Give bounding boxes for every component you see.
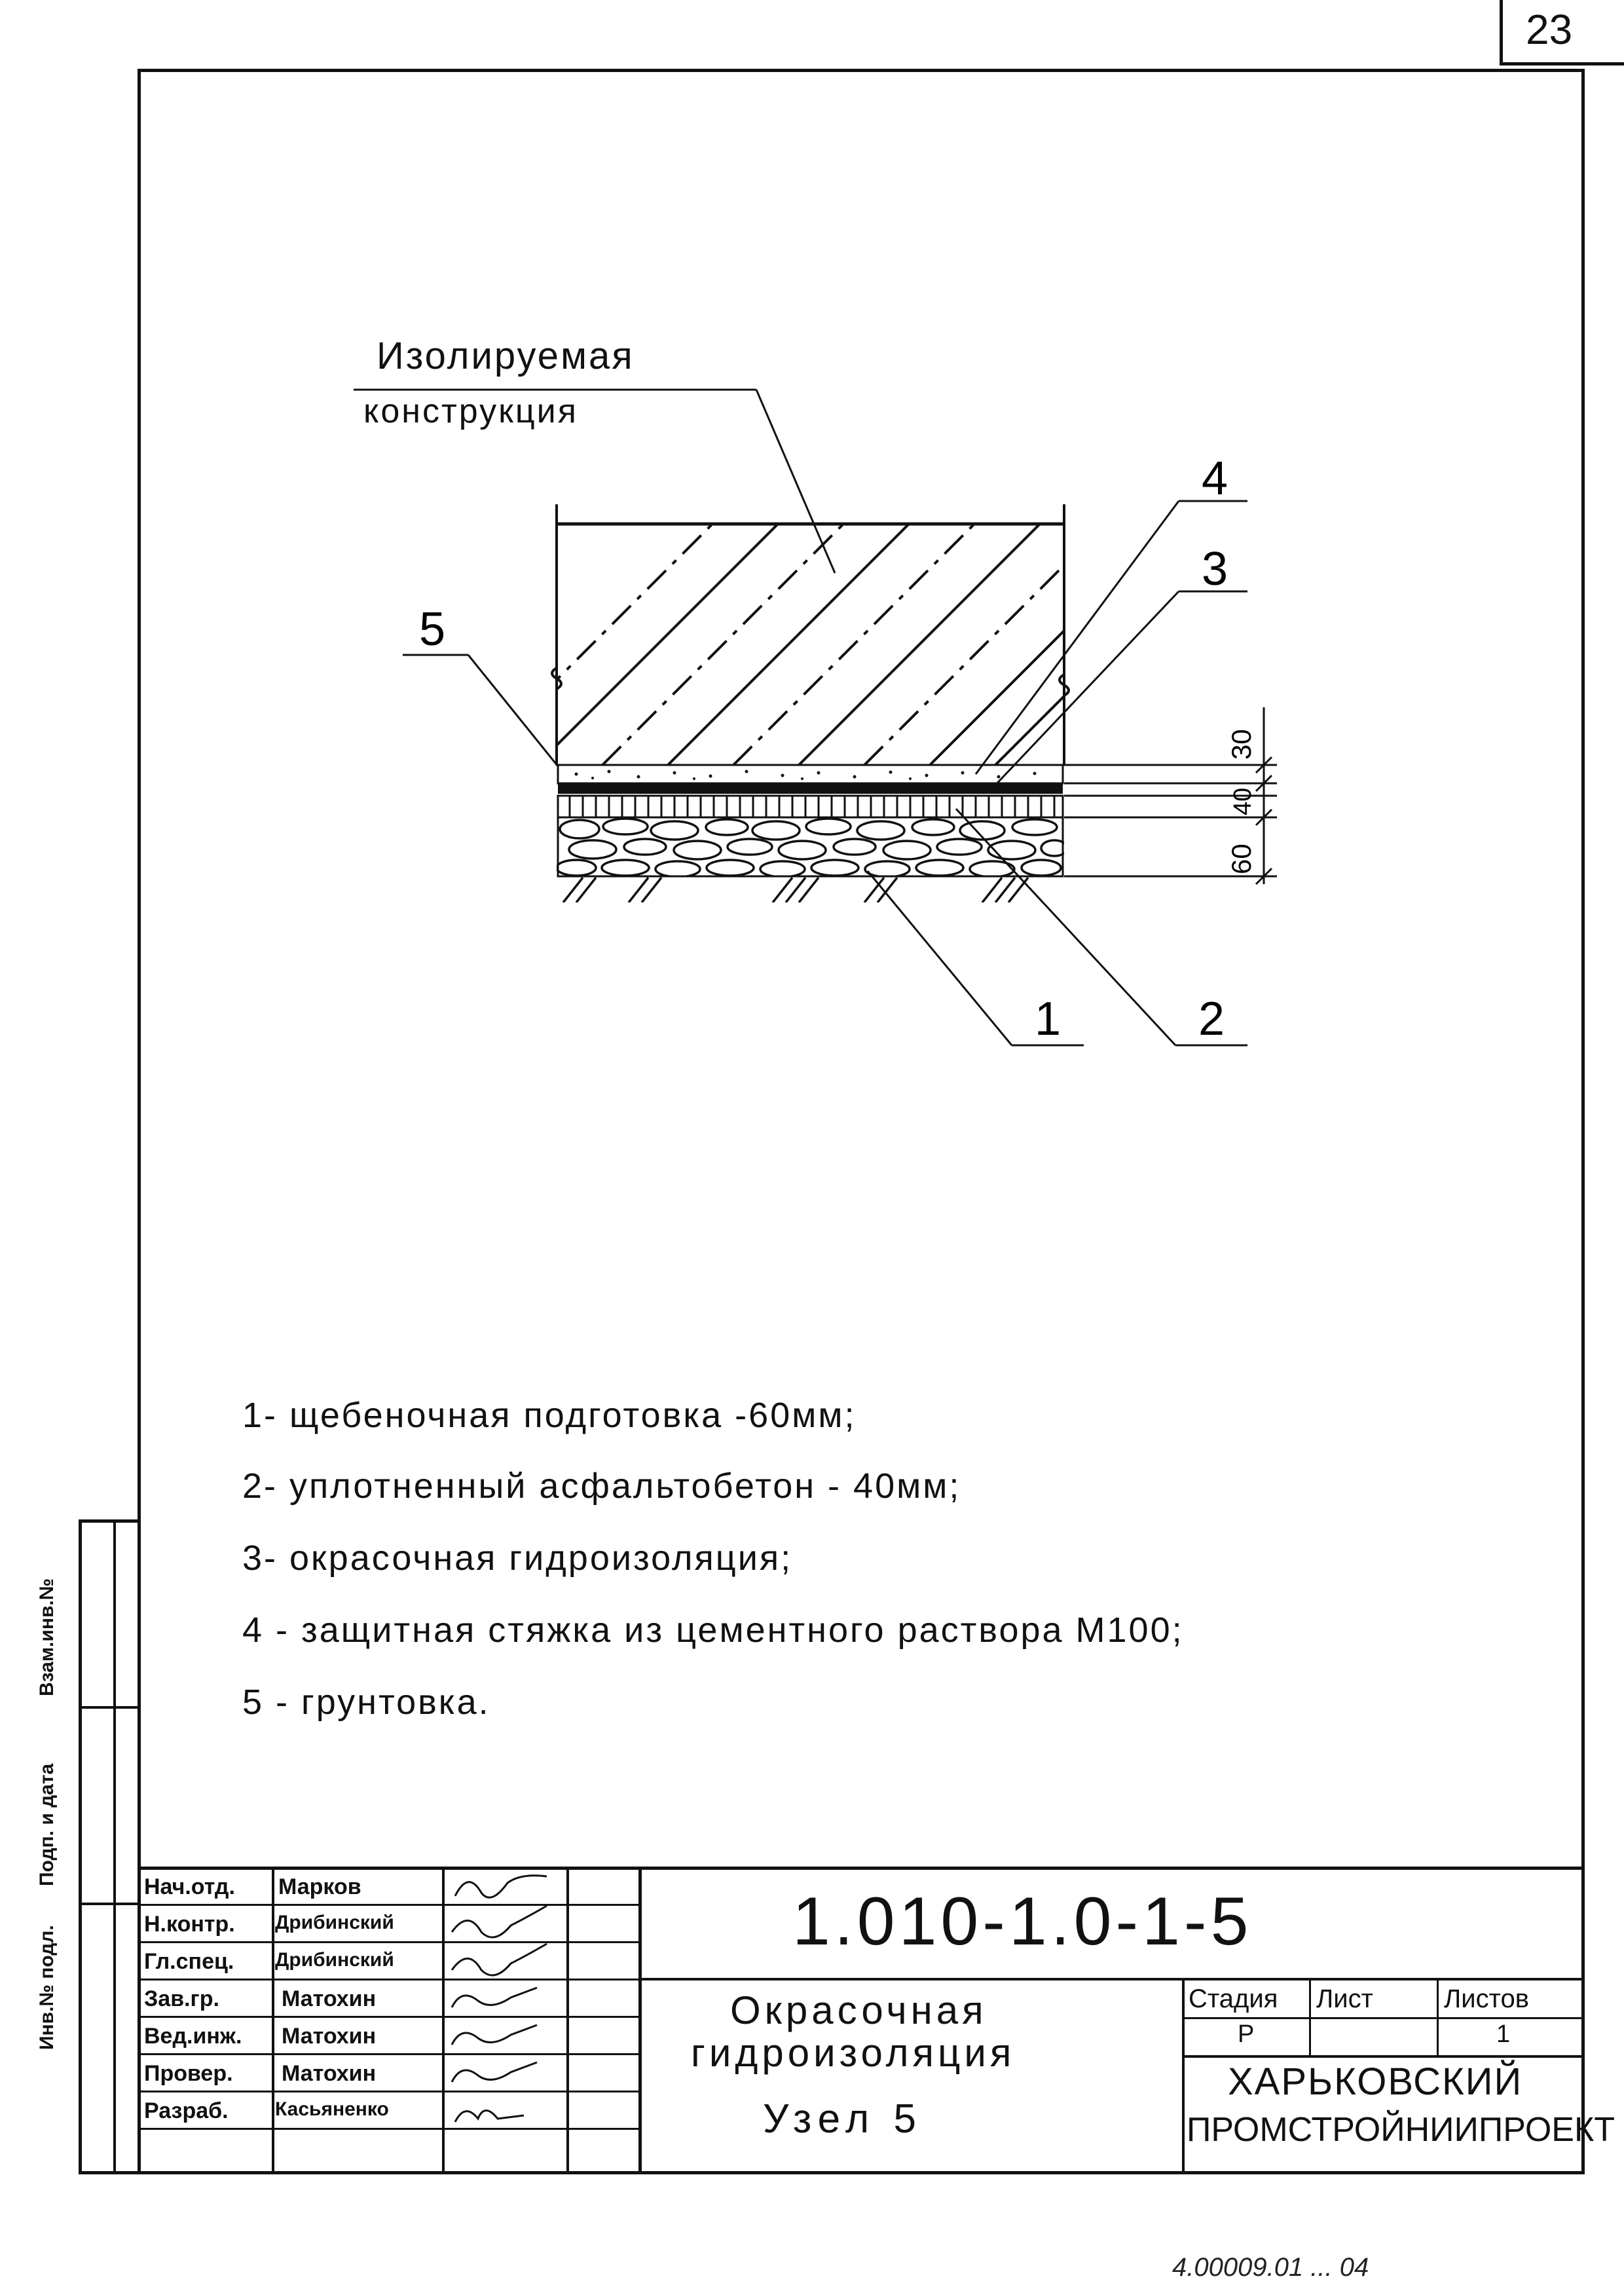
legend-item-5: 5 - грунтовка. bbox=[242, 1683, 490, 1722]
section-drawing bbox=[0, 0, 1624, 1113]
sig-name-6: Матохин bbox=[282, 2061, 377, 2086]
asphalt-layer bbox=[558, 796, 1063, 817]
sig-name-4: Матохин bbox=[282, 1986, 377, 2011]
node-label: Узел 5 bbox=[763, 2096, 923, 2142]
legend-item-1: 1- щебеночная подготовка -60мм; bbox=[242, 1396, 857, 1435]
dim-40: 40 bbox=[1229, 787, 1257, 815]
callout-2: 2 bbox=[1198, 993, 1225, 1045]
sig-name-7: Касьяненко bbox=[275, 2098, 389, 2120]
sig-name-2: Дрибинский bbox=[275, 1912, 394, 1933]
soil-hatch bbox=[563, 878, 1028, 902]
callout-1: 1 bbox=[1035, 993, 1061, 1045]
sig-name-1: Марков bbox=[278, 1874, 361, 1899]
legend-item-3: 3- окрасочная гидроизоляция; bbox=[242, 1538, 793, 1578]
sig-role-1: Нач.отд. bbox=[144, 1874, 235, 1899]
callout-3: 3 bbox=[1202, 543, 1228, 595]
sheets-header: Листов bbox=[1444, 1984, 1529, 2013]
side-stamp-sign-date: Подп. и дата bbox=[36, 1763, 58, 1886]
sig-role-7: Разраб. bbox=[144, 2098, 229, 2123]
side-stamp bbox=[79, 1519, 141, 2174]
sig-name-3: Дрибинский bbox=[275, 1949, 394, 1971]
legend-item-2: 2- уплотненный асфальтобетон - 40мм; bbox=[242, 1466, 961, 1506]
sheets-value: 1 bbox=[1496, 2020, 1511, 2048]
sig-name-5: Матохин bbox=[282, 2024, 377, 2049]
dim-30: 30 bbox=[1226, 729, 1257, 760]
screed-layer bbox=[558, 765, 1063, 783]
doc-code: 1.010-1.0-1-5 bbox=[792, 1884, 1253, 1960]
dim-60: 60 bbox=[1226, 844, 1257, 874]
sig-role-5: Вед.инж. bbox=[144, 2024, 242, 2049]
title-line2: гидроизоляция bbox=[691, 2031, 1016, 2075]
handwritten-signatures bbox=[442, 1867, 566, 2135]
title-line1: Окрасочная bbox=[730, 1988, 987, 2032]
sig-role-6: Провер. bbox=[144, 2061, 233, 2086]
side-stamp-replace-inv: Взам.инв.№ bbox=[36, 1578, 58, 1696]
page-number: 23 bbox=[1526, 6, 1573, 53]
construction-label-line2: конструкция bbox=[363, 392, 578, 430]
stage-header: Стадия bbox=[1189, 1984, 1278, 2013]
construction-label-line1: Изолируемая bbox=[377, 335, 635, 377]
legend-item-4: 4 - защитная стяжка из цементного раствора М100; bbox=[242, 1610, 1184, 1650]
sig-role-3: Гл.спец. bbox=[144, 1949, 234, 1974]
callout-4: 4 bbox=[1202, 453, 1228, 505]
stage-value: Р bbox=[1238, 2020, 1255, 2048]
sig-role-2: Н.контр. bbox=[144, 1912, 235, 1937]
side-stamp-inv-orig: Инв.№ подл. bbox=[36, 1925, 58, 2050]
org-line1: ХАРЬКОВСКИЙ bbox=[1228, 2060, 1523, 2103]
sig-role-4: Зав.гр. bbox=[144, 1986, 219, 2011]
callout-5: 5 bbox=[419, 603, 446, 656]
waterproofing-layer bbox=[558, 783, 1063, 794]
footer-code: 4.00009.01 ... 04 bbox=[1172, 2253, 1369, 2282]
org-line2: ПРОМСТРОЙНИИПРОЕКТ bbox=[1187, 2111, 1615, 2149]
sheet-header: Лист bbox=[1316, 1984, 1373, 2013]
